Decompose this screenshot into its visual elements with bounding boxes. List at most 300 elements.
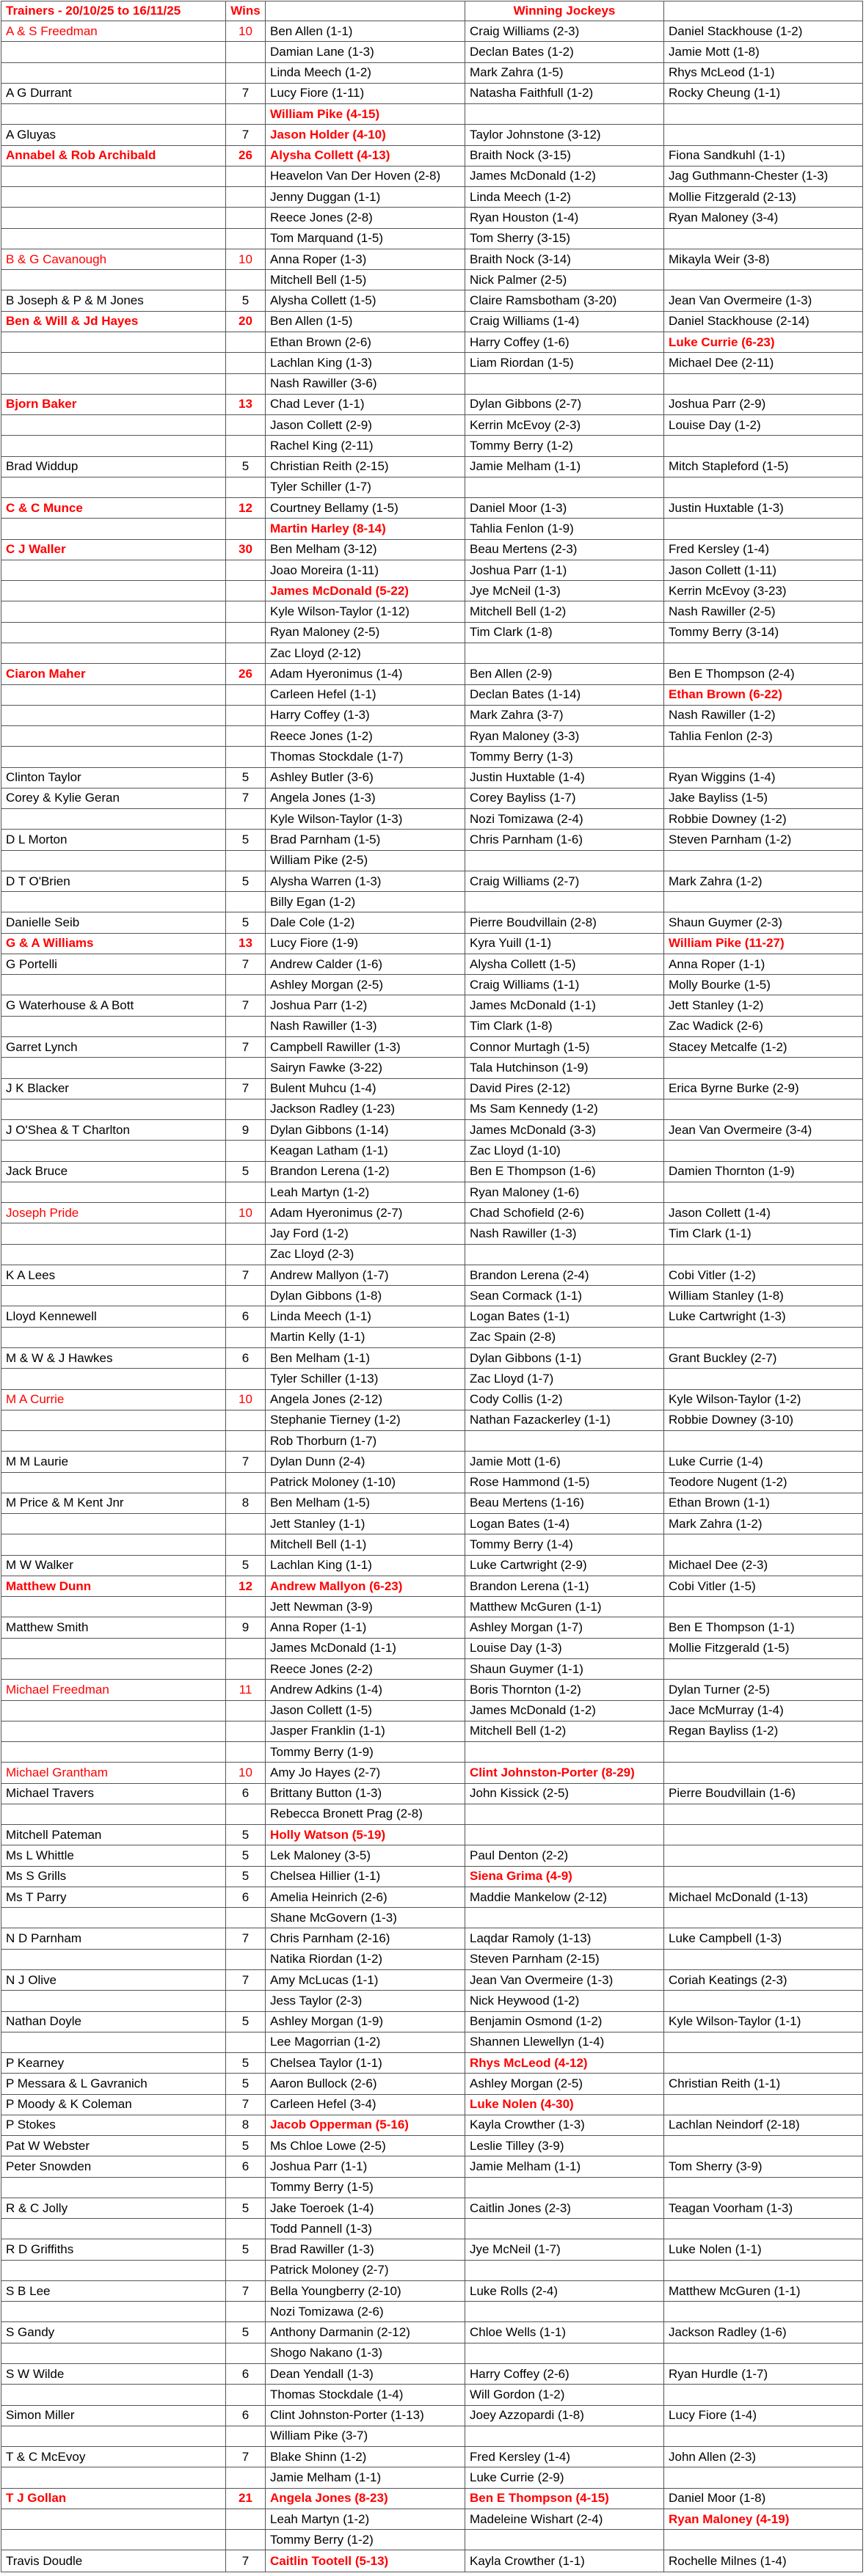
- jockey-cell: [664, 1327, 863, 1347]
- jockey-cell: Joao Moreira (1-11): [266, 560, 465, 580]
- jockey-cell: Christian Reith (2-15): [266, 456, 465, 477]
- jockey-cell: Jenny Duggan (1-1): [266, 187, 465, 208]
- table-row: [1, 2530, 863, 2550]
- wins-cell: [226, 643, 266, 663]
- jockey-cell: Ben Melham (1-1): [266, 1348, 465, 1369]
- header-wins: Wins: [226, 1, 266, 21]
- table-row: [1, 2322, 863, 2343]
- table-row: [1, 1866, 863, 1887]
- trainer-cell: G & A Williams: [1, 933, 226, 954]
- table-row: [1, 2364, 863, 2385]
- jockey-cell: Nick Palmer (2-5): [465, 270, 664, 290]
- jockey-cell: Mollie Fitzgerald (1-5): [664, 1638, 863, 1658]
- jockey-cell: Blake Shinn (1-2): [266, 2447, 465, 2467]
- wins-cell: 5: [226, 456, 266, 477]
- jockey-cell: [664, 1658, 863, 1679]
- jockey-cell: Natika Riordan (1-2): [266, 1949, 465, 1969]
- jockey-cell: Harry Coffey (1-3): [266, 705, 465, 725]
- table-row: [1, 2032, 863, 2052]
- trainer-cell: [1, 1327, 226, 1347]
- jockey-cell: [664, 2219, 863, 2239]
- jockey-cell: Nozi Tomizawa (2-6): [266, 2302, 465, 2322]
- wins-cell: 7: [226, 1037, 266, 1058]
- jockey-cell: Shaun Guymer (2-3): [664, 912, 863, 933]
- wins-cell: [226, 850, 266, 871]
- jockey-cell: Rhys McLeod (4-12): [465, 2053, 664, 2074]
- wins-cell: [226, 519, 266, 539]
- trainer-cell: J K Blacker: [1, 1078, 226, 1099]
- table-row: [1, 2177, 863, 2198]
- table-row: [1, 1141, 863, 1161]
- jockey-cell: Dylan Turner (2-5): [664, 1680, 863, 1700]
- jockey-cell: Brandon Lerena (2-4): [465, 1265, 664, 1285]
- jockey-cell: Amelia Heinrich (2-6): [266, 1887, 465, 1907]
- wins-cell: 5: [226, 871, 266, 891]
- jockey-cell: [664, 2053, 863, 2074]
- table-row: [1, 208, 863, 228]
- jockey-cell: Luke Currie (6-23): [664, 332, 863, 352]
- table-row: [1, 1265, 863, 1285]
- jockey-cell: Tahlia Fenlon (2-3): [664, 726, 863, 747]
- table-row: [1, 436, 863, 456]
- trainer-cell: [1, 228, 226, 249]
- jockey-cell: Stacey Metcalfe (1-2): [664, 1037, 863, 1058]
- trainer-cell: Mitchell Pateman: [1, 1825, 226, 1845]
- trainer-cell: [1, 1721, 226, 1741]
- jockey-cell: [465, 104, 664, 125]
- table-row: [1, 664, 863, 684]
- table-row: [1, 2280, 863, 2301]
- jockey-cell: Jess Taylor (2-3): [266, 1991, 465, 2011]
- table-row: [1, 1327, 863, 1347]
- trainer-cell: [1, 1658, 226, 1679]
- jockey-cell: Tommy Berry (1-5): [266, 2177, 465, 2198]
- jockey-cell: Angela Jones (2-12): [266, 1389, 465, 1410]
- jockey-cell: Nozi Tomizawa (2-4): [465, 809, 664, 830]
- table-row: [1, 912, 863, 933]
- jockey-cell: [664, 1825, 863, 1845]
- jockey-cell: Fred Kersley (1-4): [465, 2447, 664, 2467]
- table-row: [1, 871, 863, 891]
- jockey-cell: Tommy Berry (1-2): [266, 2530, 465, 2550]
- trainer-cell: [1, 809, 226, 830]
- trainer-cell: Michael Freedman: [1, 1680, 226, 1700]
- table-row: [1, 975, 863, 995]
- table-row: [1, 2405, 863, 2426]
- trainer-cell: J O'Shea & T Charlton: [1, 1120, 226, 1141]
- jockey-cell: Justin Huxtable (1-3): [664, 498, 863, 519]
- trainer-cell: [1, 1141, 226, 1161]
- trainer-cell: [1, 1099, 226, 1119]
- wins-cell: 5: [226, 830, 266, 850]
- jockey-cell: Jason Collett (1-5): [266, 1700, 465, 1721]
- jockey-cell: Tim Clark (1-1): [664, 1223, 863, 1244]
- jockey-cell: Jamie Mott (1-6): [465, 1452, 664, 1472]
- table-row: [1, 249, 863, 269]
- jockey-cell: Nash Rawiller (1-2): [664, 705, 863, 725]
- jockey-cell: Tahlia Fenlon (1-9): [465, 519, 664, 539]
- jockey-cell: James McDonald (3-3): [465, 1120, 664, 1141]
- wins-cell: [226, 1721, 266, 1741]
- wins-cell: 10: [226, 1389, 266, 1410]
- trainer-cell: [1, 2467, 226, 2488]
- jockey-cell: Jamie Melham (1-1): [465, 2156, 664, 2177]
- jockey-cell: Tom Marquand (1-5): [266, 228, 465, 249]
- jockey-cell: Billy Egan (1-2): [266, 892, 465, 912]
- table-row: [1, 539, 863, 560]
- trainer-cell: [1, 2530, 226, 2550]
- wins-cell: 26: [226, 664, 266, 684]
- wins-cell: 6: [226, 1306, 266, 1327]
- table-row: [1, 1721, 863, 1741]
- jockey-cell: Teagan Voorham (1-3): [664, 2198, 863, 2218]
- jockey-cell: Dean Yendall (1-3): [266, 2364, 465, 2385]
- trainer-cell: [1, 2385, 226, 2405]
- jockey-cell: Leah Martyn (1-2): [266, 2509, 465, 2529]
- jockey-cell: Lachlan King (1-1): [266, 1555, 465, 1576]
- trainer-cell: [1, 747, 226, 767]
- jockey-cell: Tom Sherry (3-9): [664, 2156, 863, 2177]
- jockey-cell: Tim Clark (1-8): [465, 622, 664, 643]
- wins-cell: 10: [226, 249, 266, 269]
- jockey-cell: [664, 747, 863, 767]
- jockey-cell: Lachlan King (1-3): [266, 353, 465, 373]
- wins-cell: 5: [226, 1845, 266, 1866]
- jockey-cell: Chad Schofield (2-6): [465, 1203, 664, 1223]
- wins-cell: 7: [226, 2550, 266, 2572]
- trainer-cell: [1, 1514, 226, 1534]
- trainer-cell: Corey & Kylie Geran: [1, 788, 226, 808]
- table-row: [1, 1203, 863, 1223]
- jockey-cell: [664, 1369, 863, 1389]
- table-row: [1, 145, 863, 166]
- wins-cell: [226, 1949, 266, 1969]
- jockey-cell: Matthew McGuren (1-1): [664, 2280, 863, 2301]
- header-winning-jockeys: Winning Jockeys: [465, 1, 664, 21]
- trainer-cell: [1, 1638, 226, 1658]
- jockey-cell: [664, 1597, 863, 1617]
- trainer-cell: [1, 353, 226, 373]
- trainer-cell: Annabel & Rob Archibald: [1, 145, 226, 166]
- jockey-cell: Ashley Morgan (2-5): [465, 2074, 664, 2094]
- jockey-cell: Jason Collett (2-9): [266, 415, 465, 436]
- wins-cell: 6: [226, 2405, 266, 2426]
- jockey-cell: [664, 2530, 863, 2550]
- jockey-cell: Jean Van Overmeire (1-3): [465, 1969, 664, 1990]
- jockey-cell: Chelsea Hillier (1-1): [266, 1866, 465, 1887]
- jockey-cell: Luke Currie (1-4): [664, 1452, 863, 1472]
- jockey-cell: Tom Sherry (3-15): [465, 228, 664, 249]
- jockey-cell: Jacob Opperman (5-16): [266, 2115, 465, 2135]
- jockey-cell: Louise Day (1-2): [664, 415, 863, 436]
- jockey-cell: [664, 436, 863, 456]
- jockey-cell: Luke Rolls (2-4): [465, 2280, 664, 2301]
- wins-cell: [226, 2260, 266, 2280]
- table-row: [1, 1887, 863, 1907]
- table-row: [1, 767, 863, 788]
- table-row: [1, 373, 863, 394]
- trainer-cell: [1, 622, 226, 643]
- jockey-cell: Daniel Stackhouse (2-14): [664, 311, 863, 332]
- jockey-cell: Regan Bayliss (1-2): [664, 1721, 863, 1741]
- wins-cell: [226, 622, 266, 643]
- wins-cell: [226, 228, 266, 249]
- jockey-cell: Jamie Melham (1-1): [266, 2467, 465, 2488]
- wins-cell: 7: [226, 2447, 266, 2467]
- table-row: [1, 498, 863, 519]
- wins-cell: 12: [226, 1576, 266, 1596]
- jockey-cell: [664, 1763, 863, 1783]
- table-row: [1, 1576, 863, 1596]
- wins-cell: [226, 2426, 266, 2446]
- jockey-cell: Ashley Butler (3-6): [266, 767, 465, 788]
- jockey-cell: Robbie Downey (1-2): [664, 809, 863, 830]
- wins-cell: [226, 581, 266, 601]
- jockey-cell: Jake Bayliss (1-5): [664, 788, 863, 808]
- jockey-cell: Cobi Vitler (1-2): [664, 1265, 863, 1285]
- table-row: [1, 1161, 863, 1182]
- table-row: [1, 1058, 863, 1078]
- trainer-cell: [1, 373, 226, 394]
- jockey-cell: Kerrin McEvoy (3-23): [664, 581, 863, 601]
- jockey-cell: Lachlan Neindorf (2-18): [664, 2115, 863, 2135]
- trainer-cell: [1, 1431, 226, 1452]
- table-row: [1, 2011, 863, 2032]
- table-row: [1, 456, 863, 477]
- jockey-cell: Zac Lloyd (2-12): [266, 643, 465, 663]
- jockey-cell: Chad Lever (1-1): [266, 394, 465, 414]
- wins-cell: [226, 1141, 266, 1161]
- wins-cell: [226, 2385, 266, 2405]
- jockey-cell: Paul Denton (2-2): [465, 1845, 664, 1866]
- wins-cell: [226, 1016, 266, 1036]
- wins-cell: 8: [226, 2115, 266, 2135]
- jockey-cell: William Stanley (1-8): [664, 1286, 863, 1306]
- trainer-cell: R D Griffiths: [1, 2239, 226, 2260]
- table-row: [1, 1825, 863, 1845]
- jockey-cell: Brandon Lerena (1-2): [266, 1161, 465, 1182]
- jockey-cell: William Pike (3-7): [266, 2426, 465, 2446]
- table-row: [1, 1306, 863, 1327]
- trainer-cell: B Joseph & P & M Jones: [1, 290, 226, 311]
- table-row: [1, 1348, 863, 1369]
- jockey-cell: James McDonald (5-22): [266, 581, 465, 601]
- wins-cell: [226, 436, 266, 456]
- table-row: [1, 643, 863, 663]
- table-body: [1, 21, 863, 2572]
- wins-cell: 7: [226, 2280, 266, 2301]
- jockey-cell: James McDonald (1-1): [465, 995, 664, 1016]
- jockey-cell: Daniel Moor (1-3): [465, 498, 664, 519]
- jockey-cell: Mitchell Bell (1-1): [266, 1534, 465, 1555]
- jockey-cell: Chelsea Taylor (1-1): [266, 2053, 465, 2074]
- trainers-table: [1, 1, 863, 2572]
- jockey-cell: Jasper Franklin (1-1): [266, 1721, 465, 1741]
- jockey-cell: [465, 373, 664, 394]
- jockey-cell: Luke Cartwright (2-9): [465, 1555, 664, 1576]
- table-row: [1, 2343, 863, 2363]
- jockey-cell: Nash Rawiller (1-3): [465, 1223, 664, 1244]
- jockey-cell: [664, 892, 863, 912]
- trainer-cell: [1, 1058, 226, 1078]
- trainer-cell: [1, 581, 226, 601]
- jockey-cell: Ryan Maloney (3-4): [664, 208, 863, 228]
- table-row: [1, 1431, 863, 1452]
- trainer-cell: M M Laurie: [1, 1452, 226, 1472]
- table-row: [1, 1555, 863, 1576]
- table-row: [1, 1991, 863, 2011]
- jockey-cell: Thomas Stockdale (1-7): [266, 747, 465, 767]
- jockey-cell: Jett Newman (3-9): [266, 1597, 465, 1617]
- table-row: [1, 850, 863, 871]
- jockey-cell: Corey Bayliss (1-7): [465, 788, 664, 808]
- trainer-cell: Simon Miller: [1, 2405, 226, 2426]
- trainer-cell: [1, 560, 226, 580]
- wins-cell: [226, 187, 266, 208]
- trainer-cell: N D Parnham: [1, 1928, 226, 1949]
- jockey-cell: Dylan Gibbons (1-8): [266, 1286, 465, 1306]
- table-row: [1, 1286, 863, 1306]
- jockey-cell: Luke Campbell (1-3): [664, 1928, 863, 1949]
- trainer-cell: Matthew Smith: [1, 1617, 226, 1638]
- wins-cell: [226, 1182, 266, 1202]
- trainer-cell: Matthew Dunn: [1, 1576, 226, 1596]
- trainer-cell: Clinton Taylor: [1, 767, 226, 788]
- jockey-cell: Ashley Morgan (1-7): [465, 1617, 664, 1638]
- jockey-cell: Craig Williams (1-1): [465, 975, 664, 995]
- wins-cell: [226, 1099, 266, 1119]
- jockey-cell: Will Gordon (1-2): [465, 2385, 664, 2405]
- jockey-cell: Kyle Wilson-Taylor (1-2): [664, 1389, 863, 1410]
- jockey-cell: [664, 643, 863, 663]
- trainer-cell: [1, 1534, 226, 1555]
- wins-cell: [226, 353, 266, 373]
- jockey-cell: Clint Johnston-Porter (1-13): [266, 2405, 465, 2426]
- jockey-cell: Logan Bates (1-1): [465, 1306, 664, 1327]
- table-row: [1, 1389, 863, 1410]
- trainer-cell: Ms T Parry: [1, 1887, 226, 1907]
- jockey-cell: Rachel King (2-11): [266, 436, 465, 456]
- jockey-cell: [465, 1825, 664, 1845]
- header-spacer: [664, 1, 863, 21]
- trainer-cell: [1, 208, 226, 228]
- jockey-cell: Jag Guthmann-Chester (1-3): [664, 166, 863, 186]
- jockey-cell: Joshua Parr (2-9): [664, 394, 863, 414]
- trainer-cell: [1, 1597, 226, 1617]
- wins-cell: [226, 560, 266, 580]
- table-row: [1, 477, 863, 497]
- wins-cell: [226, 1597, 266, 1617]
- jockey-cell: Christian Reith (1-1): [664, 2074, 863, 2094]
- jockey-cell: Laqdar Ramoly (1-13): [465, 1928, 664, 1949]
- jockey-cell: [664, 104, 863, 125]
- table-row: [1, 1928, 863, 1949]
- table-row: [1, 1244, 863, 1265]
- jockey-cell: Rebecca Bronett Prag (2-8): [266, 1804, 465, 1824]
- jockey-cell: [465, 477, 664, 497]
- wins-cell: [226, 415, 266, 436]
- jockey-cell: Erica Byrne Burke (2-9): [664, 1078, 863, 1099]
- wins-cell: [226, 1058, 266, 1078]
- wins-cell: 6: [226, 1887, 266, 1907]
- jockey-cell: Mitchell Bell (1-2): [465, 601, 664, 622]
- wins-cell: [226, 2302, 266, 2322]
- jockey-cell: Boris Thornton (1-2): [465, 1680, 664, 1700]
- wins-cell: [226, 270, 266, 290]
- jockey-cell: Ms Sam Kennedy (1-2): [465, 1099, 664, 1119]
- jockey-cell: Rhys McLeod (1-1): [664, 62, 863, 83]
- wins-cell: [226, 1223, 266, 1244]
- trainer-cell: Nathan Doyle: [1, 2011, 226, 2032]
- trainer-cell: [1, 1472, 226, 1493]
- jockey-cell: Ashley Morgan (1-9): [266, 2011, 465, 2032]
- jockey-cell: [664, 1141, 863, 1161]
- trainer-cell: [1, 1804, 226, 1824]
- jockey-cell: Ben E Thompson (1-6): [465, 1161, 664, 1182]
- jockey-cell: Mitchell Bell (1-2): [465, 1721, 664, 1741]
- jockey-cell: [465, 2260, 664, 2280]
- trainer-cell: Jack Bruce: [1, 1161, 226, 1182]
- table-row: [1, 726, 863, 747]
- table-row: [1, 747, 863, 767]
- wins-cell: 11: [226, 1680, 266, 1700]
- jockey-cell: Lucy Fiore (1-9): [266, 933, 465, 954]
- wins-cell: 5: [226, 290, 266, 311]
- trainer-cell: [1, 187, 226, 208]
- trainer-cell: M & W & J Hawkes: [1, 1348, 226, 1369]
- jockey-cell: Mollie Fitzgerald (2-13): [664, 187, 863, 208]
- trainer-cell: D T O'Brien: [1, 871, 226, 891]
- jockey-cell: Andrew Calder (1-6): [266, 954, 465, 974]
- jockey-cell: [465, 2426, 664, 2446]
- jockey-cell: Reece Jones (2-8): [266, 208, 465, 228]
- jockey-cell: Daniel Moor (1-8): [664, 2488, 863, 2509]
- jockey-cell: Nash Rawiller (1-3): [266, 1016, 465, 1036]
- trainer-cell: [1, 2302, 226, 2322]
- wins-cell: 5: [226, 2053, 266, 2074]
- table-row: [1, 62, 863, 83]
- table-row: [1, 2447, 863, 2467]
- jockey-cell: [465, 892, 664, 912]
- jockey-cell: Shaun Guymer (1-1): [465, 1658, 664, 1679]
- table-row: [1, 2198, 863, 2218]
- jockey-cell: Pierre Boudvillain (1-6): [664, 1783, 863, 1804]
- table-row: [1, 394, 863, 414]
- wins-cell: [226, 1742, 266, 1763]
- trainer-cell: D L Morton: [1, 830, 226, 850]
- wins-cell: 7: [226, 995, 266, 1016]
- jockey-cell: Dylan Dunn (2-4): [266, 1452, 465, 1472]
- trainer-cell: K A Lees: [1, 1265, 226, 1285]
- jockey-cell: [465, 1804, 664, 1824]
- jockey-cell: Kyle Wilson-Taylor (1-3): [266, 809, 465, 830]
- jockey-cell: Zac Spain (2-8): [465, 1327, 664, 1347]
- jockey-cell: Rochelle Milnes (1-4): [664, 2550, 863, 2572]
- table-row: [1, 1949, 863, 1969]
- trainer-cell: C & C Munce: [1, 498, 226, 519]
- jockey-cell: Angela Jones (1-3): [266, 788, 465, 808]
- jockey-cell: Brad Parnham (1-5): [266, 830, 465, 850]
- jockey-cell: Holly Watson (5-19): [266, 1825, 465, 1845]
- jockey-cell: Thomas Stockdale (1-4): [266, 2385, 465, 2405]
- jockey-cell: Adam Hyeronimus (2-7): [266, 1203, 465, 1223]
- jockey-cell: Shogo Nakano (1-3): [266, 2343, 465, 2363]
- table-row: [1, 1493, 863, 1513]
- table-row: [1, 933, 863, 954]
- table-row: [1, 1804, 863, 1824]
- wins-cell: [226, 2467, 266, 2488]
- wins-cell: 5: [226, 1866, 266, 1887]
